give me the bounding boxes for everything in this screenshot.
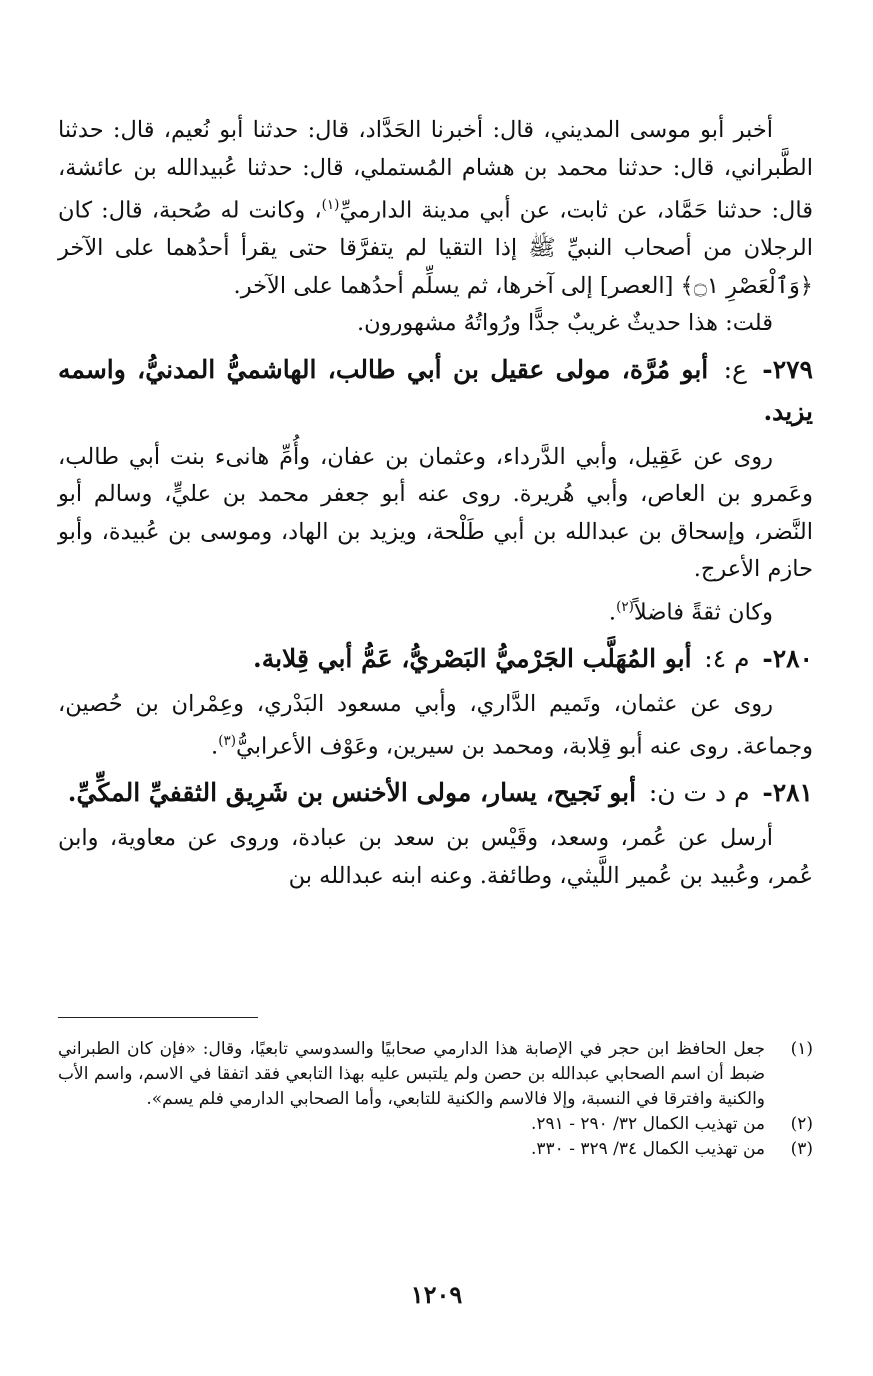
footnote-mark: (٣) bbox=[790, 1139, 813, 1159]
entry-heading-281 bbox=[58, 772, 813, 814]
page-number: ١٢٠٩ bbox=[410, 1280, 463, 1309]
footnote-ref-2[interactable]: (٢) bbox=[616, 598, 634, 615]
entry-280-paragraph: روى عن عثمان، وتَميم الدَّاري، وأبي مسعود البَدْري، وعِمْران بن حُصين، وجماعة. روى عنه أبو قِلابة، ومحمد بن سيرين، وعَوْف الأعرابيُّ$^{(٣)}$. bbox=[58, 690, 813, 760]
footnotes bbox=[58, 1037, 813, 1162]
footnote-2 bbox=[58, 1112, 813, 1137]
footnote-text: من تهذيب الكمال ٣٤/ ٣٢٩ - ٣٣٠. bbox=[530, 1139, 765, 1159]
entry-279-note: وكان ثقةً فاضلاً$^{(٢)}$. bbox=[608, 598, 773, 625]
entry-code: م د ت ن: bbox=[648, 778, 750, 807]
entry-280-text: روى عن عثمان، وتَميم الدَّاري، وأبي مسعود البَدْري، وعِمْران بن حُصين، وجماعة. روى عنه أبو قِلابة، ومحمد بن سيرين، وعَوْف الأعرابيُّ bbox=[58, 690, 813, 760]
entry-title: أبو المُهَلَّب الجَرْميُّ البَصْريُّ، عَمُّ أبي قِلابة. bbox=[252, 643, 692, 673]
entry-279-paragraph: روى عن عَقِيل، وأبي الدَّرداء، وعثمان بن عفان، وأُمِّ هانىء بنت أبي طالب، وعَمرو بن العاص، وأبي هُريرة. روى عنه أبو جعفر محمد بن عليٍّ، وسالم أبو النَّضر، وإسحاق بن عبدالله بن أبي طَلْحة، ويزيد بن الهاد، وموسى بن عُبيدة، وأبو حازم الأعرج. bbox=[58, 443, 813, 582]
footnote-divider bbox=[58, 1017, 258, 1018]
entry-title: أبو نَجيح، يسار، مولى الأخنس بن شَرِيق الثقفيِّ المكِّيِّ. bbox=[67, 778, 637, 807]
entry-279-note-text: وكان ثقةً فاضلاً bbox=[633, 599, 773, 625]
entry-number: ٢٨٠- bbox=[762, 643, 813, 673]
entry-number: ٢٨١- bbox=[762, 778, 813, 807]
entry-heading-280 bbox=[58, 638, 813, 680]
hadith-text-part-1: أخبر أبو موسى المديني، قال: أخبرنا الحَدَّاد، قال: حدثنا أبو نُعيم، قال: حدثنا الطَّبراني، قال: حدثنا محمد بن هشام المُستملي، قال: حدثنا عُبيدالله بن عائشة، قال: حدثنا حَمَّاد، عن ثابت، عن أبي مدينة الدارميِّ bbox=[58, 117, 813, 224]
footnote-mark: (١) bbox=[790, 1039, 813, 1059]
footnote-ref-1[interactable]: (١) bbox=[321, 197, 340, 213]
footnote-1 bbox=[58, 1037, 813, 1112]
entry-281-paragraph: أرسل عن عُمر، وسعد، وقَيْس بن سعد بن عبادة، وروى عن معاوية، وابن عُمر، وعُبيد بن عُمير اللَّيثي، وطائفة. وعنه ابنه عبدالله بن bbox=[58, 825, 813, 889]
entry-title: أبو مُرَّة، مولى عقيل بن أبي طالب، الهاشميُّ المدنيُّ، واسمه يزيد. bbox=[58, 354, 813, 426]
entry-code: ع: bbox=[723, 354, 747, 384]
author-comment: قلت: هذا حديثٌ غريبٌ جدًّا ورُواتُهُ مشهورون. bbox=[357, 310, 773, 336]
footnote-ref-3[interactable]: (٣) bbox=[218, 733, 237, 749]
entry-code: م ٤: bbox=[704, 643, 750, 673]
footnote-3 bbox=[58, 1137, 813, 1162]
page-body bbox=[58, 112, 813, 895]
entry-number: ٢٧٩- bbox=[762, 354, 813, 384]
hadith-paragraph bbox=[58, 112, 813, 305]
hadith-text-part-2: ، وكانت له صُحبة، قال: كان الرجلان من أصحاب النبيِّ ﷺ إذا التقيا لم يتفرَّقا حتى يقرأ أحدُهما على الآخر ﴿وَٱلْعَصْرِ ۝١﴾ [العصر] إلى آخرها، ثم يسلِّم أحدُهما على الآخر. bbox=[58, 197, 813, 299]
footnote-text: جعل الحافظ ابن حجر في الإصابة هذا الدارمي صحابيًا والسدوسي تابعيًا، وقال: «فإن كان الطبراني ضبط أن اسم الصحابي عبدالله بن حصن ولم يلتبس عليه بهذا التابعي فقد اتفقا في الاسم، واسم الأب والكنية وافترقا في النسبة، وإلا فالاسم والكنية للتابعي، وأما الصحابي الدارمي فلم يسم». bbox=[58, 1039, 765, 1109]
entry-heading-279 bbox=[58, 349, 813, 433]
footnote-mark: (٢) bbox=[790, 1114, 813, 1134]
footnote-text: من تهذيب الكمال ٣٢/ ٢٩٠ - ٢٩١. bbox=[530, 1114, 765, 1134]
